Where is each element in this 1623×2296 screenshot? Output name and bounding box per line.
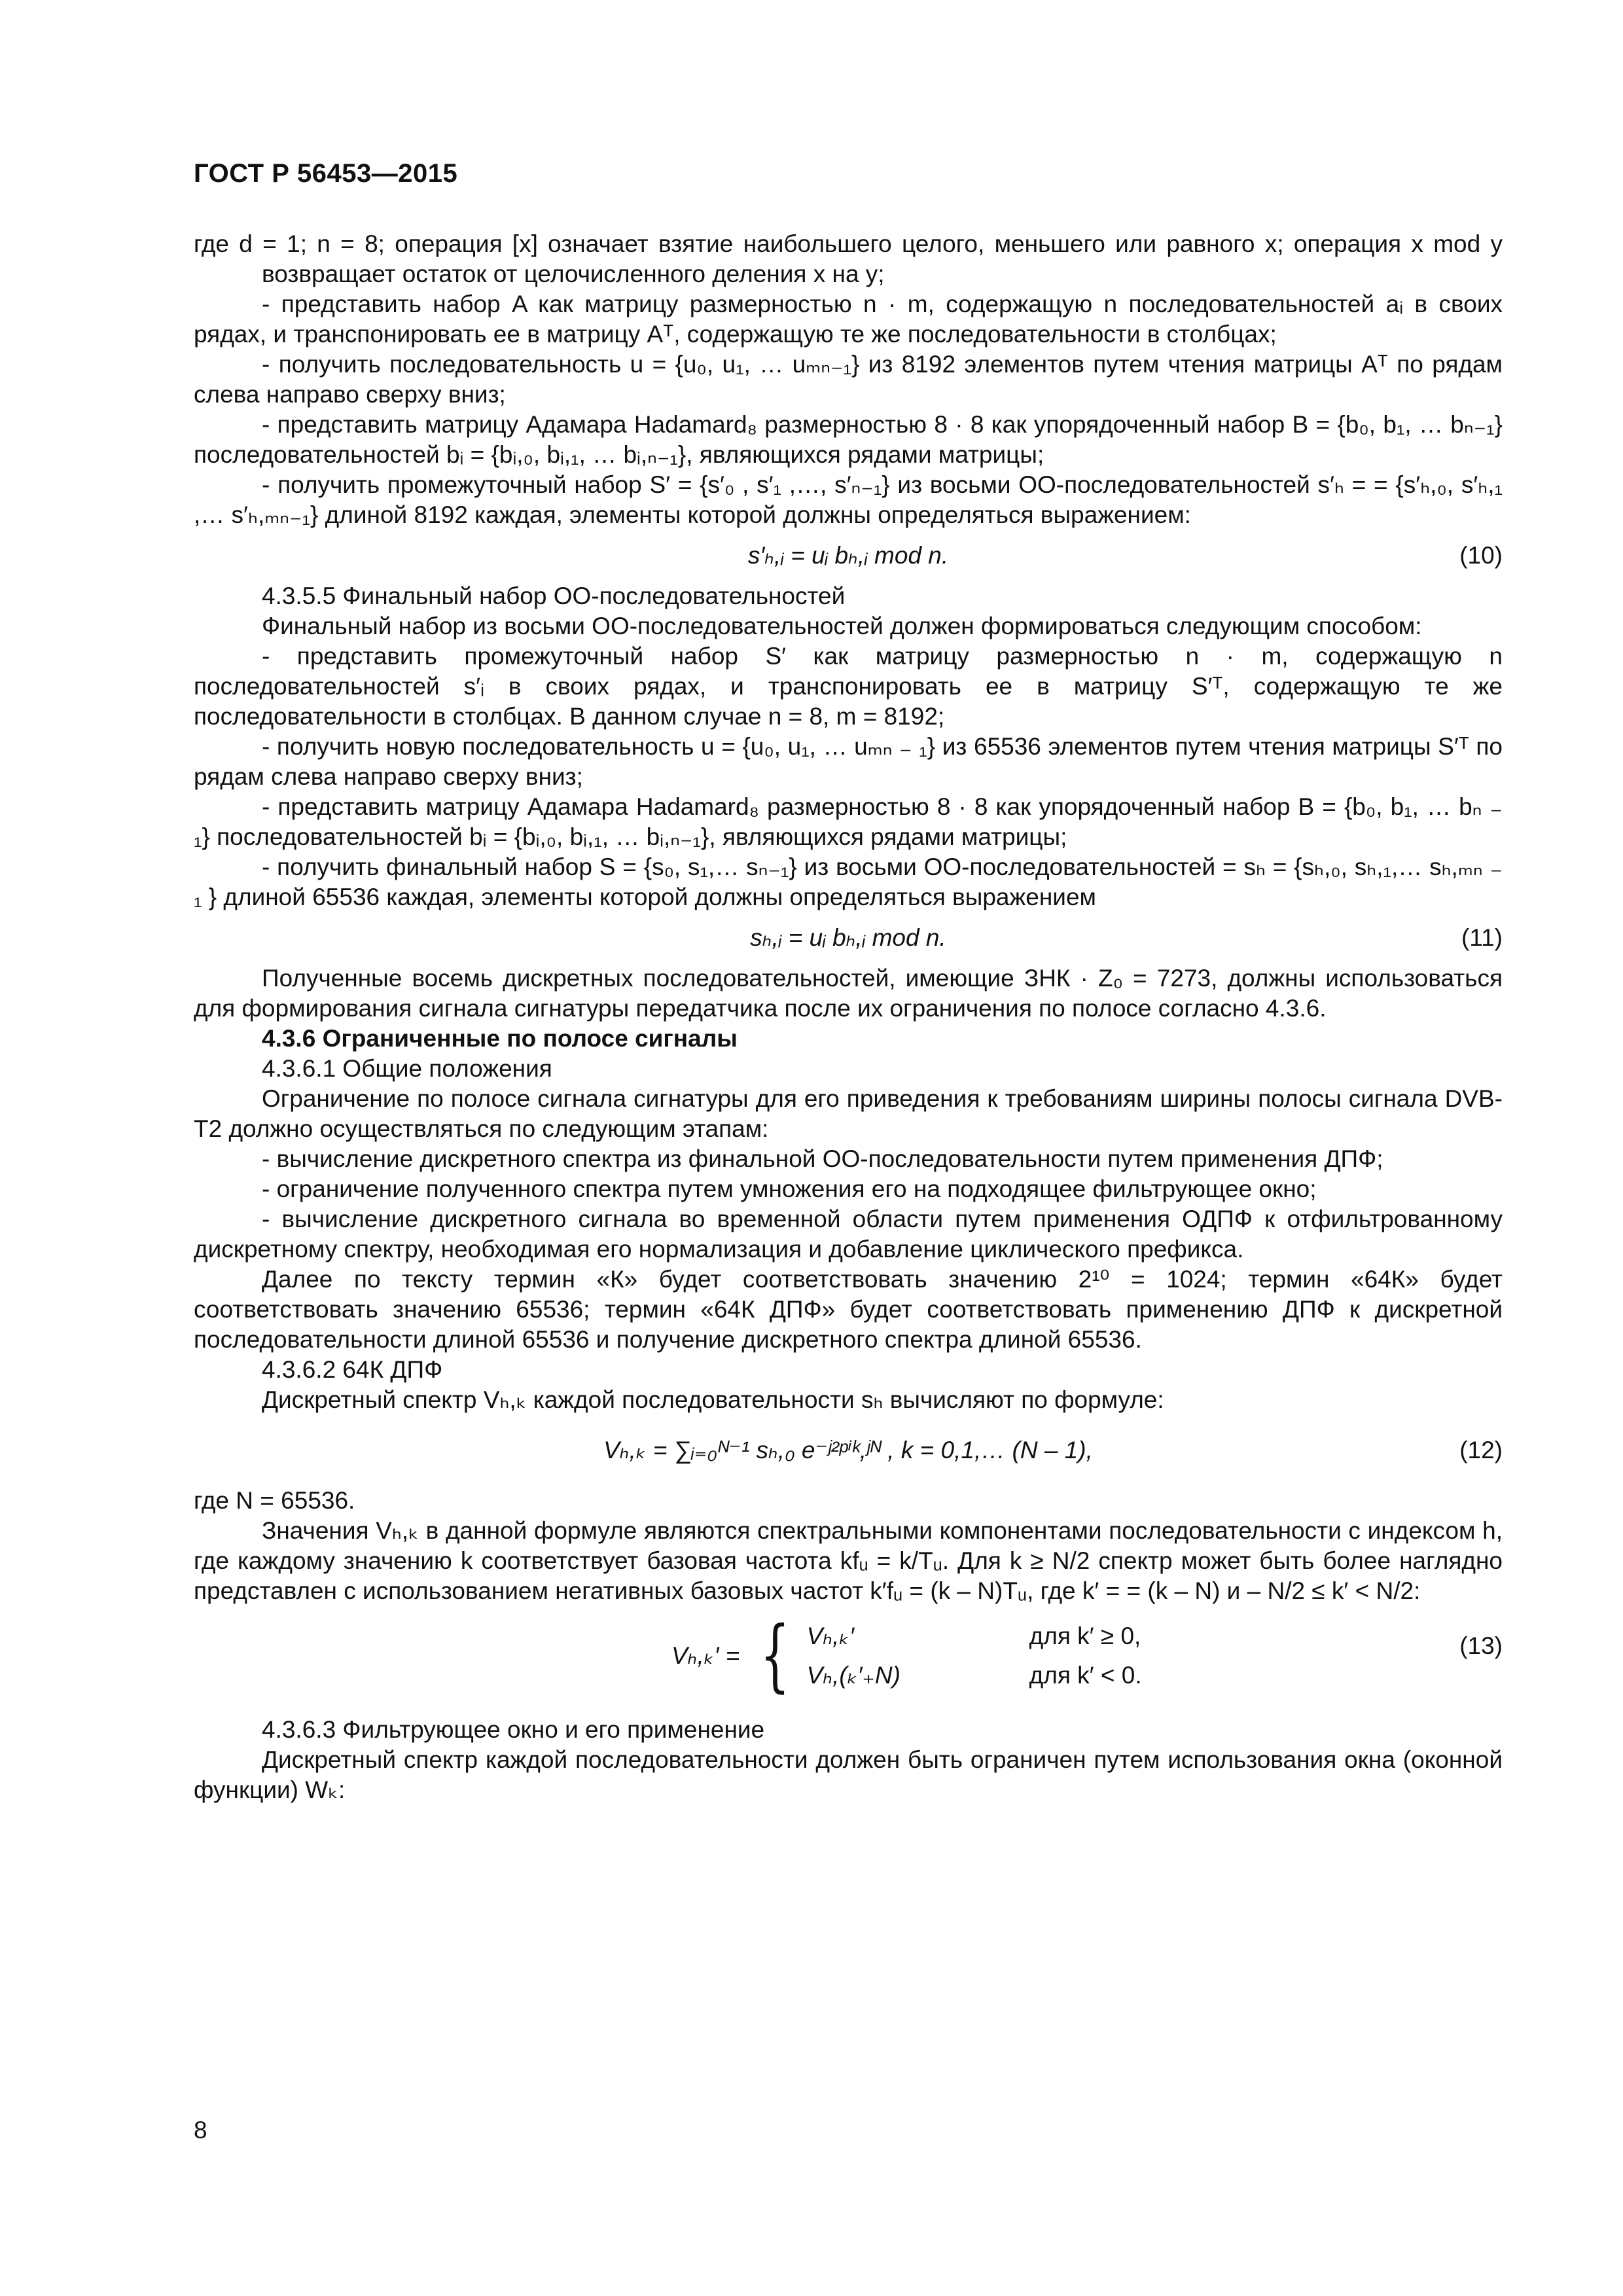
page-number: 8 bbox=[194, 2117, 207, 2144]
brace-symbol: { bbox=[760, 1610, 791, 1701]
piecewise-function bbox=[671, 1610, 1142, 1701]
document-body bbox=[194, 229, 1503, 1805]
paragraph: - получить промежуточный набор S′ = {s′₀ , s′₁ ,…, s′ₙ₋₁} из восьми ОО-последовательностей s′ₕ = = {s′ₕ,₀, s′ₕ,₁ ,… s′ₕ,ₘₙ₋₁} длиной 8192 каждая, элементы которой должны определяться выражением: bbox=[194, 471, 1503, 528]
paragraph: - представить матрицу Адамара Hadamard₈ размерностью 8 · 8 как упорядоченный набор B = {b₀, b₁, … bₙ ₋ ₁} последовательностей bᵢ = {bᵢ,₀, bᵢ,₁, … bᵢ,ₙ₋₁}, являющихся рядами матрицы; bbox=[194, 793, 1503, 850]
equation-formula: sₕ,ᵢ = uᵢ bₕ,ᵢ mod n. bbox=[750, 924, 946, 951]
equation-number: (11) bbox=[1461, 924, 1503, 951]
paragraph-group-2 bbox=[194, 581, 1503, 912]
equation-number: (13) bbox=[1459, 1632, 1503, 1659]
case-condition: для k′ ≥ 0, bbox=[1029, 1623, 1141, 1649]
paragraph: - ограничение полученного спектра путем умножения его на подходящее фильтрующее окно; bbox=[262, 1175, 1317, 1202]
equation-cases bbox=[807, 1621, 1142, 1691]
paragraph: - представить промежуточный набор S′ как матрицу размерностью n · m, содержащую n последовательностей s′ᵢ в своих рядах, и транспонировать ее в матрицу S′ᵀ, содержащую те же последовательности в столбцах. В данном случае n = 8, m = 8192; bbox=[194, 643, 1503, 730]
equation-formula: Vₕ,ₖ = ∑ᵢ₌₀ᴺ⁻¹ sₕ,₀ e⁻ʲ²ᵖⁱᵏ,ʲᴺ , k = 0,1,… (N – 1), bbox=[603, 1437, 1093, 1463]
paragraph: Далее по тексту термин «К» будет соответствовать значению 2¹⁰ = 1024; термин «64К» будет соответствовать значению 65536; термин «64К ДПФ» будет соответствовать применению ДПФ к дискретной последовательности длиной 65536 и получение дискретного спектра длиной 65536. bbox=[194, 1266, 1503, 1353]
equation-13 bbox=[194, 1611, 1503, 1710]
paragraph: - получить финальный набор S = {s₀, s₁,… sₙ₋₁} из восьми ОО-последовательностей = sₕ = {sₕ,₀, sₕ,₁,… sₕ,ₘₙ ₋ ₁ } длиной 65536 каждая, элементы которой должны определяться выражением bbox=[194, 853, 1503, 910]
paragraph-group-1 bbox=[194, 229, 1503, 530]
equation-formula: s′ₕ,ᵢ = uᵢ bₕ,ᵢ mod n. bbox=[747, 542, 949, 569]
equation-number: (10) bbox=[1459, 542, 1503, 569]
equation-number: (12) bbox=[1459, 1437, 1503, 1463]
paragraph: - получить новую последовательность u = {u₀, u₁, … uₘₙ ₋ ₁} из 65536 элементов путем чтения матрицы S′ᵀ по рядам слева направо сверху вниз; bbox=[194, 733, 1503, 790]
paragraph-group-3 bbox=[194, 963, 1503, 1415]
paragraph: Дискретный спектр каждой последовательности должен быть ограничен путем использования окна (оконной функции) Wₖ: bbox=[194, 1746, 1503, 1803]
equation-lhs: Vₕ,ₖ′ = bbox=[671, 1642, 740, 1669]
case-row bbox=[807, 1621, 1142, 1651]
paragraph: где d = 1; n = 8; операция [x] означает взятие наибольшего целого, меньшего или равного x; операция x mod y возвращает остаток от целочисленного деления x на y; bbox=[194, 230, 1503, 287]
paragraph: Финальный набор из восьми ОО-последовательностей должен формироваться следующим способом: bbox=[262, 613, 1422, 639]
paragraph: где N = 65536. bbox=[194, 1487, 355, 1514]
paragraph: - получить последовательность u = {u₀, u₁, … uₘₙ₋₁} из 8192 элементов путем чтения матрицы Aᵀ по рядам слева направо сверху вниз; bbox=[194, 351, 1503, 408]
paragraph: Дискретный спектр Vₕ,ₖ каждой последовательности sₕ вычисляют по формуле: bbox=[262, 1386, 1164, 1413]
paragraph-group-5 bbox=[194, 1715, 1503, 1805]
paragraph: 4.3.6 Ограниченные по полосе сигналы bbox=[262, 1025, 738, 1052]
paragraph: 4.3.6.1 Общие положения bbox=[262, 1055, 552, 1082]
paragraph: - вычисление дискретного сигнала во временной области путем применения ОДПФ к отфильтрованному дискретному спектру, необходимая его нормализация и добавление циклического префикса. bbox=[194, 1206, 1503, 1263]
paragraph: 4.3.6.2 64К ДПФ bbox=[262, 1356, 443, 1383]
equation-10 bbox=[194, 535, 1503, 576]
equation-11 bbox=[194, 918, 1503, 958]
paragraph: - представить набор A как матрицу размерностью n · m, содержащую n последовательностей aᵢ в своих рядах, и транспонировать ее в матрицу Aᵀ, содержащую те же последовательности в столбцах; bbox=[194, 291, 1503, 348]
paragraph-group-4 bbox=[194, 1486, 1503, 1606]
paragraph: - вычисление дискретного спектра из финальной ОО-последовательности путем применения ДПФ; bbox=[262, 1145, 1383, 1172]
paragraph: 4.3.5.5 Финальный набор ОО-последовательностей bbox=[262, 583, 846, 609]
case-value: Vₕ,(ₖ′₊N) bbox=[806, 1662, 901, 1689]
equation-12 bbox=[194, 1420, 1503, 1480]
paragraph: Полученные восемь дискретных последовательностей, имеющие ЗНК · Z₀ = 7273, должны использоваться для формирования сигнала сигнатуры передатчика после их ограничения по полосе согласно 4.3.6. bbox=[194, 965, 1503, 1022]
paragraph: Значения Vₕ,ₖ в данной формуле являются спектральными компонентами последовательности с индексом h, где каждому значению k соответствует базовая частота kfᵤ = k/Tᵤ. Для k ≥ N/2 спектр может быть более наглядно представлен с использованием негативных базовых частот k′fᵤ = (k – N)Tᵤ, где k′ = = (k – N) и – N/2 ≤ k′ < N/2: bbox=[194, 1517, 1503, 1604]
paragraph: - представить матрицу Адамара Hadamard₈ размерностью 8 · 8 как упорядоченный набор B = {b₀, b₁, … bₙ₋₁} последовательностей bᵢ = {bᵢ,₀, bᵢ,₁, … bᵢ,ₙ₋₁}, являющихся рядами матрицы; bbox=[194, 411, 1503, 468]
paragraph: 4.3.6.3 Фильтрующее окно и его применение bbox=[262, 1716, 765, 1743]
case-value: Vₕ,ₖ′ bbox=[806, 1623, 855, 1649]
document-header: ГОСТ Р 56453—2015 bbox=[194, 159, 458, 188]
case-row bbox=[807, 1660, 1142, 1691]
paragraph: Ограничение по полосе сигнала сигнатуры для его приведения к требованиям ширины полосы сигнала DVB-T2 должно осуществляться по следующим этапам: bbox=[194, 1085, 1503, 1142]
case-condition: для k′ < 0. bbox=[1029, 1662, 1142, 1689]
